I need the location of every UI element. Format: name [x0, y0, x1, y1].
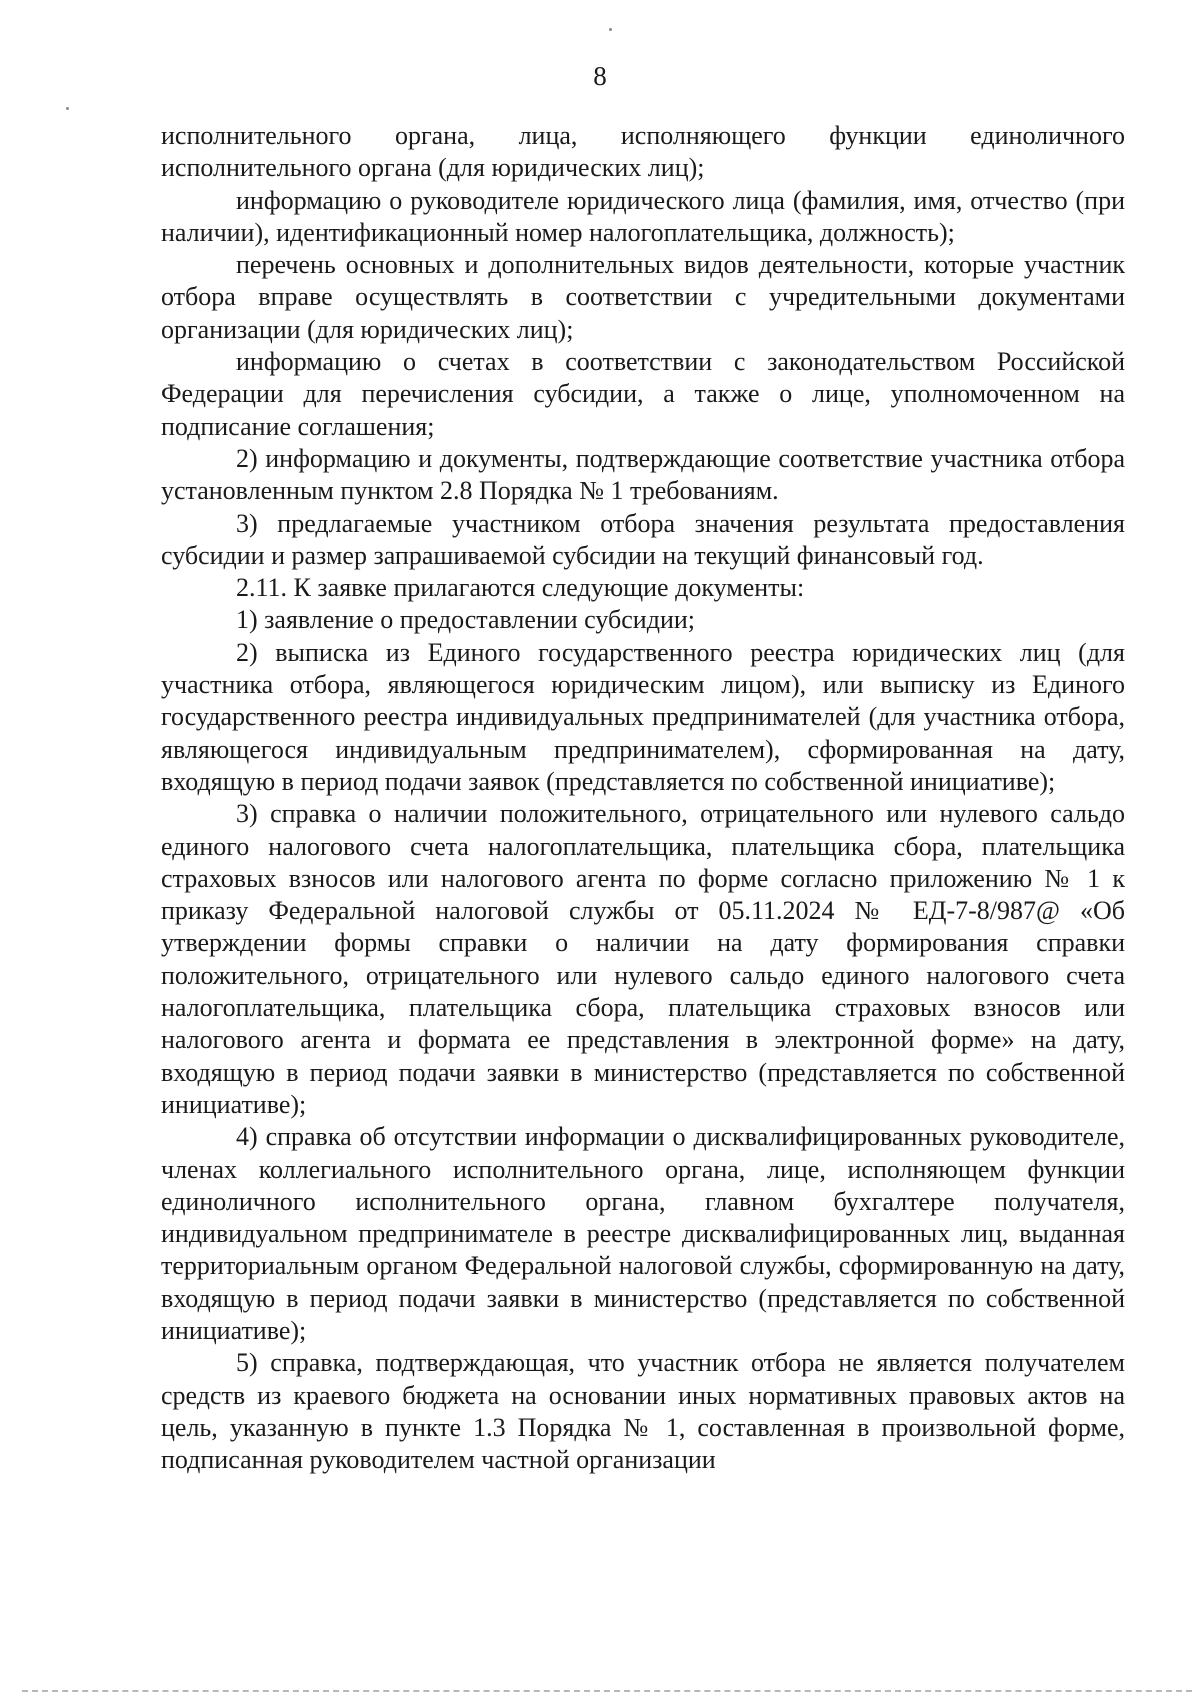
paragraph: 4) справка об отсутствии информации о дисквалифицированных руководителе, членах коллегиального исполнительного органа, лице, исполняющем функции единоличного исполнительного органа, главном бухгалтере получателя, индивидуальном предпринимателе в реестре дисквалифицированных лиц, выданная территориальным органом Федеральной налоговой службы, сформированную на дату, входящую в период подачи заявки в министерство (представляется по собственной инициативе); — [161, 1122, 1125, 1345]
paragraph: 2) информацию и документы, подтверждающие соответствие участника отбора установленным пунктом 2.8 Порядка № 1 требованиям. — [161, 443, 1125, 506]
paragraph: 5) справка, подтверждающая, что участник отбора не является получателем средств из краевого бюджета на основании иных нормативных правовых актов на цель, указанную в пункте 1.3 Порядка № 1, составленная в произвольной форме, подписанная руководителем частной организации — [161, 1348, 1125, 1475]
page-number: 8 — [593, 61, 607, 91]
scan-footer-line — [22, 1690, 1192, 1692]
paragraph: 3) предлагаемые участником отбора значения результата предоставления субсидии и размер запрашиваемой субсидии на текущий финансовый год. — [161, 508, 1125, 570]
paragraph: перечень основных и дополнительных видов деятельности, которые участник отбора вправе осуществлять в соответствии с учредительными документами организации (для юридических лиц); — [161, 250, 1125, 344]
paragraph: информацию о счетах в соответствии с законодательством Российской Федерации для перечисления субсидии, а также о лице, уполномоченном на подписание соглашения; — [161, 347, 1125, 441]
scan-speck — [609, 28, 612, 31]
paragraph: 2.11. К заявке прилагаются следующие документы: — [236, 573, 805, 603]
paragraph: исполнительного органа, лица, исполняющего функции единоличного исполнительного органа (для юридических лиц); — [161, 121, 1125, 183]
document-body — [161, 120, 1125, 1476]
paragraph: информацию о руководителе юридического лица (фамилия, имя, отчество (при наличии), идентификационный номер налогоплательщика, должность); — [161, 185, 1125, 247]
paragraph: 3) справка о наличии положительного, отрицательного или нулевого сальдо единого налогового счета налогоплательщика, плательщика сбора, плательщика страховых взносов или налогового агента по форме согласно приложению № 1 к приказу Федеральной налоговой службы от 05.11.2024 № ЕД-7-8/987@ «Об утверждении формы справки о наличии на дату формирования справки положительного, отрицательного или нулевого сальдо единого налогового счета налогоплательщика, плательщика сбора, плательщика страховых взносов или налогового агента и формата ее представления в электронной форме» на дату, входящую в период подачи заявки в министерство (представляется по собственной инициативе); — [161, 799, 1125, 1119]
paragraph: 1) заявление о предоставлении субсидии; — [236, 605, 695, 635]
paragraph: 2) выписка из Единого государственного реестра юридических лиц (для участника отбора, являющегося юридическим лицом), или выписку из Единого государственного реестра индивидуальных предпринимателей (для участника отбора, являющегося индивидуальным предпринимателем), сформированная на дату, входящую в период подачи заявок (представляется по собственной инициативе); — [161, 637, 1125, 796]
scan-speck — [66, 107, 69, 110]
